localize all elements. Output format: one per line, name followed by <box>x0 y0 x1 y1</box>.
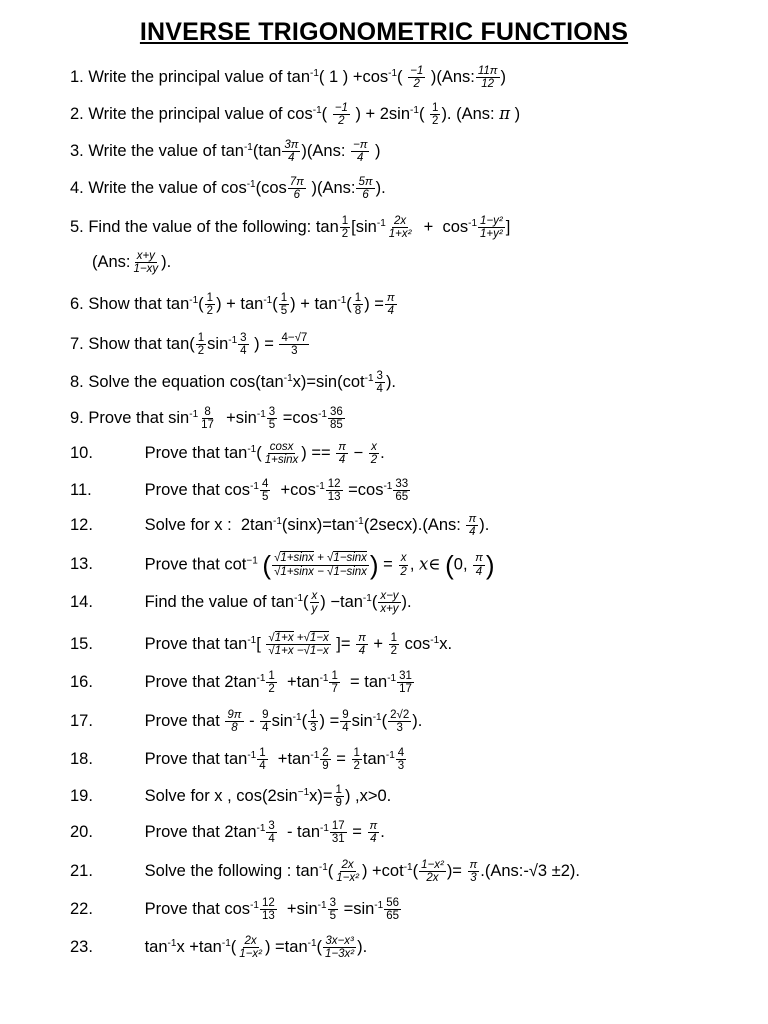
question-14: 14. Find the value of $\tan^{-1}$( $\frac{x}{y}$ ) $-\tan^{-1}$( $\frac{x-y}{x+y}$ ). <box>70 590 412 616</box>
question-1: 1. Write the principal value of $\tan^{-1}$( 1 ) $+\cos^{-1}$( $\frac{-1}{2}$ )(Ans: $\frac{11\pi}{12}$ ) <box>70 65 507 91</box>
question-17: 17. Prove that $\frac{9\pi}{8}$ - $\frac{9}{4}$ $\sin^{-1}$( $\frac{1}{3}$ ) = $\frac{9}{4}$ $\sin^{-1}$( $\frac{2√2}{3}$ ). <box>70 709 423 735</box>
question-3: 3. Write the value of $\tan^{-1}(\tan$ $\frac{3\pi}{4}$ )(Ans: $\frac{-\pi}{4}$ ) <box>70 139 381 165</box>
question-number: 1. <box>70 67 84 86</box>
page-title: INVERSE TRIGONOMETRIC FUNCTIONS <box>139 18 629 46</box>
question-11: 11. Prove that $\cos^{-1}$ $\frac{4}{5}$ $+\cos^{-1}$ $\frac{12}{13}$ $=\cos^{-1}$ $\frac{33}{65}$ <box>70 478 409 504</box>
question-16: 16. Prove that $2\tan^{-1}$ $\frac{1}{2}$ $+\tan^{-1}$ $\frac{1}{7}$ = $\tan^{-1}$ $\frac{31}{17}$ <box>70 670 412 696</box>
question-23: 23. $\tan^{-1}x +\tan^{-1}$( $\frac{2x}{\text{1−x²}}$ ) $=\tan^{-1}$( $\frac{\text{3x−x³}}{\text{1−3x²}}$ ). <box>70 935 368 961</box>
question-12: 12. Solve for x : $2\tan^{-1}(\sin x)=\tan^{-1}(2\sec x).(Ans$: $\frac{\pi}{4}$ ). <box>70 513 490 539</box>
question-13: 13. Prove that $\cot^{-1}$ ( $\frac{√1+\sin x + √1-\sin x}{√1+\sin x - √1-\sin x}$ ) = $\frac{x}{2}$ , x∈ (0, $\frac{\pi}{4}$ ) <box>70 550 495 580</box>
question-15: 15. Prove that $\tan^{-1}$[ $\frac{√1+x +√1-x}{√1+x -√1-x}$ ]= $\frac{\pi}{4}$ + $\frac{1}{2}$ $\cos^{-1}x$. <box>70 632 453 658</box>
question-4: 4. Write the value of $\cos^{-1}(\cos$ $\frac{7\pi}{6}$ )(Ans: $\frac{5\pi}{6}$ ). <box>70 176 386 202</box>
question-9: 9. Prove that $\sin^{-1}$ $\frac{8}{17}$ $+\sin^{-1}$ $\frac{3}{5}$ $=\cos^{-1}$ $\frac{36}{85}$ <box>70 406 343 432</box>
question-6: 6. Show that $\tan^{-1}$( $\frac{1}{2}$ ) + $\tan^{-1}$( $\frac{1}{5}$ ) + $\tan^{-1}$( $\frac{1}{8}$ ) = $\frac{\pi}{4}$ <box>70 292 395 318</box>
question-5-answer: (Ans: $\frac{x+y}{1-xy}$ ). <box>92 250 172 276</box>
question-7: 7. Show that tan( $\frac{1}{2}$ $\sin^{-1}$ $\frac{3}{4}$ ) = $\frac{4-√7}{3}$ <box>70 332 308 358</box>
question-19: 19. Solve for x , $\cos(2\sin^{-1}x)=$ $\frac{1}{9}$ ) ,x>0. <box>70 784 392 810</box>
question-5: 5. Find the value of the following: tan $\frac{1}{2}$ [$\sin^{-1}$ $\frac{2x}{\text{1+x²}}$ + $\cos^{-1}$ $\frac{\text{1−y²}}{\text{1+y²}}$ ] <box>70 215 511 241</box>
question-8: 8. Solve the equation $\cos(\tan^{-1}x)=\sin(\cot^{-1}$ $\frac{3}{4}$ ). <box>70 370 397 396</box>
question-21: 21. Solve the following : $\tan^{-1}$( $\frac{2x}{\text{1−x²}}$ ) $+\cot^{-1}$( $\frac{\text{1−x²}}{2x}$ )= $\frac{\pi}{3}$ .(Ans:-√3 ±2). <box>70 859 580 885</box>
question-18: 18. Prove that $\tan^{-1}$ $\frac{1}{4}$ $+\tan^{-1}$ $\frac{2}{9}$ = $\frac{1}{2}$ $\tan^{-1}$ $\frac{4}{3}$ <box>70 747 405 773</box>
question-22: 22. Prove that $\cos^{-1}$ $\frac{12}{13}$ $+\sin^{-1}$ $\frac{3}{5}$ $=\sin^{-1}$ $\frac{56}{65}$ <box>70 897 399 923</box>
question-20: 20. Prove that $2\tan^{-1}$ $\frac{3}{4}$ - $\tan^{-1}$ $\frac{17}{31}$ = $\frac{\pi}{4}$ . <box>70 820 385 846</box>
question-10: 10. Prove that $\tan^{-1}$( $\frac{\cos x}{1+\sin x}$ ) == $\frac{\pi}{4}$ − $\frac{x}{2}$ . <box>70 441 385 467</box>
question-2: 2. Write the principal value of $\cos^{-1}$( $\frac{-1}{2}$ ) + $2\sin^{-1}$( $\frac{1}{2}$ ). (Ans: π ) <box>70 102 521 128</box>
